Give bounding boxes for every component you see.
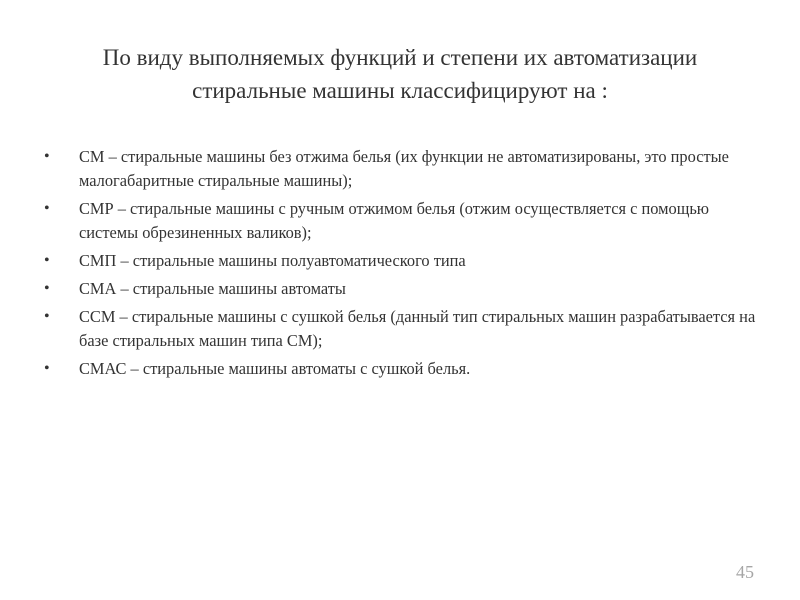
bullet-marker: • <box>44 148 50 165</box>
bullet-text: СМАС – стиральные машины автоматы с сушкой белья. <box>79 359 471 378</box>
bullet-marker: • <box>44 308 50 325</box>
bullet-item-smp <box>44 249 764 273</box>
bullet-marker: • <box>44 360 50 377</box>
bullet-text: СМР – стиральные машины с ручным отжимом белья (отжим осуществляется с помощью системы обрезиненных валиков); <box>79 199 710 242</box>
bullet-text: СМП – стиральные машины полуавтоматического типа <box>79 251 466 270</box>
bullet-text: ССМ – стиральные машины с сушкой белья (данный тип стиральных машин разрабатывается на базе стиральных машин типа СМ); <box>79 307 756 350</box>
bullet-text: СМА – стиральные машины автоматы <box>79 279 346 298</box>
slide-title <box>40 41 760 107</box>
slide-title-line-1: По виду выполняемых функций и степени их автоматизации <box>102 45 698 70</box>
bullet-marker: • <box>44 280 50 297</box>
bullet-item-sma <box>44 277 764 301</box>
page-number: 45 <box>736 562 754 582</box>
bullet-item-sm <box>44 145 764 193</box>
bullet-marker: • <box>44 252 50 269</box>
bullet-item-ssm <box>44 305 764 353</box>
bullet-list <box>44 145 764 385</box>
bullet-text: СМ – стиральные машины без отжима белья (их функции не автоматизированы, это простые малогабаритные стиральные машины); <box>79 147 729 190</box>
bullet-item-smas <box>44 357 764 381</box>
slide-title-line-2: стиральные машины классифицируют на : <box>192 78 608 103</box>
bullet-marker: • <box>44 200 50 217</box>
bullet-item-smr <box>44 197 764 245</box>
